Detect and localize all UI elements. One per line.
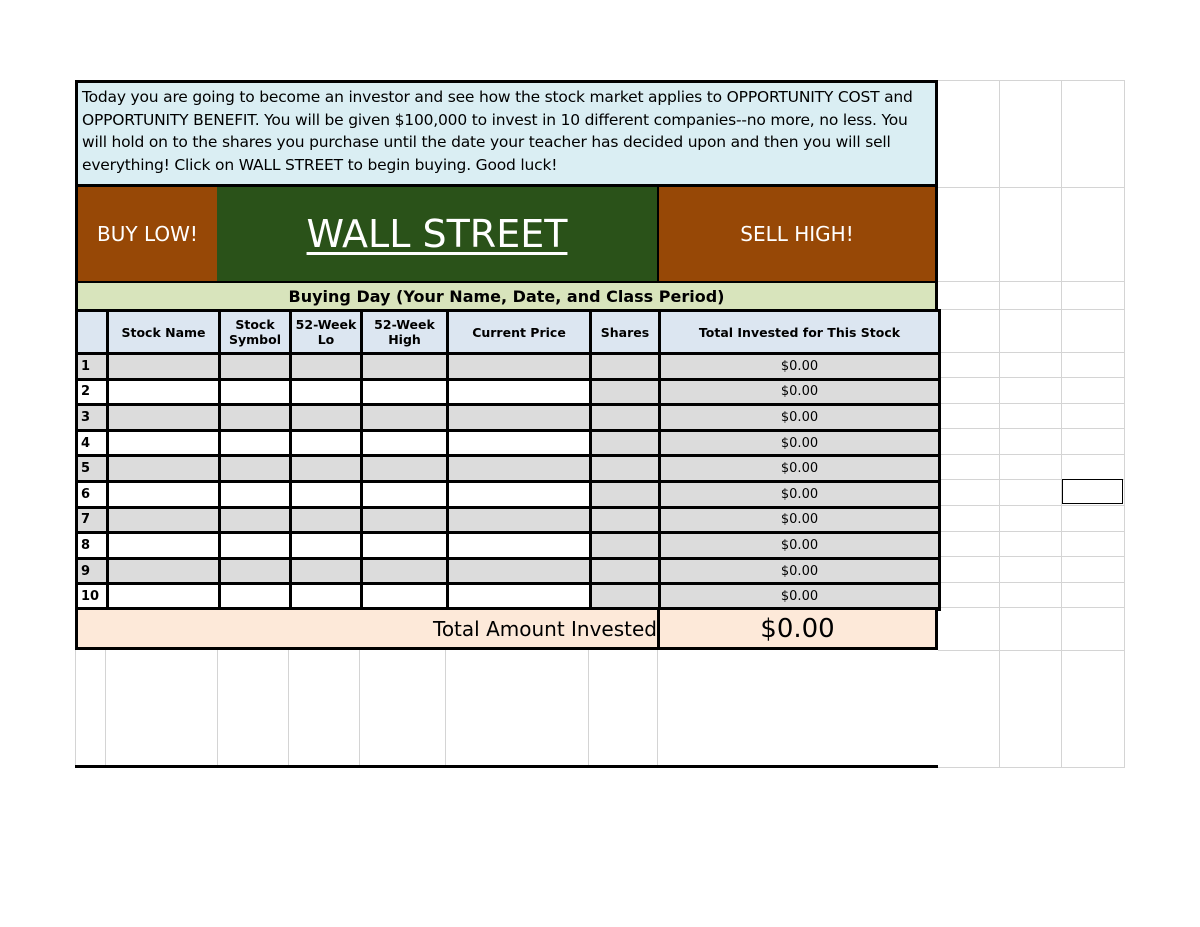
stock-name-cell[interactable]	[108, 456, 220, 482]
banner	[75, 187, 938, 281]
stock-name-cell[interactable]	[108, 481, 220, 507]
shares-cell[interactable]	[591, 456, 660, 482]
row-total-cell: $0.00	[660, 584, 940, 610]
stock-symbol-cell[interactable]	[220, 558, 291, 584]
buying-day-title: Buying Day (Your Name, Date, and Class Period)	[75, 281, 938, 309]
stock-symbol-cell[interactable]	[220, 405, 291, 431]
shares-header: Shares	[591, 311, 660, 354]
shares-cell[interactable]	[591, 354, 660, 380]
current-price-cell[interactable]	[448, 584, 591, 610]
shares-cell[interactable]	[591, 379, 660, 405]
shares-cell[interactable]	[591, 507, 660, 533]
current-price-cell[interactable]	[448, 354, 591, 380]
stock-name-cell[interactable]	[108, 430, 220, 456]
stock-name-header: Stock Name	[108, 311, 220, 354]
stock-name-cell[interactable]	[108, 558, 220, 584]
bottom-border	[75, 765, 938, 768]
row-total-cell: $0.00	[660, 507, 940, 533]
row-number: 4	[77, 430, 108, 456]
table-row	[77, 558, 940, 584]
week52-high-cell[interactable]	[362, 379, 448, 405]
table-row	[77, 481, 940, 507]
shares-cell[interactable]	[591, 481, 660, 507]
table-row	[77, 584, 940, 610]
week52-low-cell[interactable]	[291, 379, 362, 405]
stock-symbol-cell[interactable]	[220, 533, 291, 559]
week52-low-cell[interactable]	[291, 584, 362, 610]
current-price-cell[interactable]	[448, 481, 591, 507]
stock-name-cell[interactable]	[108, 507, 220, 533]
week52-high-cell[interactable]	[362, 405, 448, 431]
total-invested-header: Total Invested for This Stock	[660, 311, 940, 354]
intro-instructions: Today you are going to become an investor and see how the stock market applies to OPPORTUNITY COST and OPPORTUNITY BENEFIT. You will be given $100,000 to invest in 10 different companies--no more, no less. You will hold on to the shares you purchase until the date your teacher has decided upon and then you will sell everything! Click on WALL STREET to begin buying. Good luck!	[75, 80, 938, 187]
row-total-cell: $0.00	[660, 533, 940, 559]
table-row	[77, 379, 940, 405]
row-number: 2	[77, 379, 108, 405]
row-number-header	[77, 311, 108, 354]
total-footer	[75, 607, 938, 650]
row-total-cell: $0.00	[660, 456, 940, 482]
shares-cell[interactable]	[591, 558, 660, 584]
week52-low-cell[interactable]	[291, 558, 362, 584]
stock-name-cell[interactable]	[108, 405, 220, 431]
row-number: 5	[77, 456, 108, 482]
current-price-cell[interactable]	[448, 558, 591, 584]
table-header-row	[77, 311, 940, 354]
week52-high-cell[interactable]	[362, 558, 448, 584]
wall-street-link[interactable]: WALL STREET	[306, 212, 568, 256]
week52-low-cell[interactable]	[291, 430, 362, 456]
week52-high-header: 52-Week High	[362, 311, 448, 354]
week52-low-cell[interactable]	[291, 507, 362, 533]
total-amount-label: Total Amount Invested	[75, 607, 659, 650]
week52-high-cell[interactable]	[362, 584, 448, 610]
selected-cell[interactable]	[1062, 479, 1123, 504]
table-row	[77, 405, 940, 431]
shares-cell[interactable]	[591, 430, 660, 456]
shares-cell[interactable]	[591, 405, 660, 431]
table-row	[77, 354, 940, 380]
row-total-cell: $0.00	[660, 481, 940, 507]
stock-name-cell[interactable]	[108, 584, 220, 610]
stock-symbol-header: Stock Symbol	[220, 311, 291, 354]
week52-low-cell[interactable]	[291, 405, 362, 431]
stock-symbol-cell[interactable]	[220, 481, 291, 507]
row-number: 9	[77, 558, 108, 584]
table-row	[77, 430, 940, 456]
current-price-cell[interactable]	[448, 430, 591, 456]
wall-street-cell	[217, 187, 657, 281]
week52-high-cell[interactable]	[362, 507, 448, 533]
week52-low-cell[interactable]	[291, 481, 362, 507]
row-number: 1	[77, 354, 108, 380]
stock-symbol-cell[interactable]	[220, 456, 291, 482]
stock-name-cell[interactable]	[108, 354, 220, 380]
shares-cell[interactable]	[591, 584, 660, 610]
current-price-header: Current Price	[448, 311, 591, 354]
current-price-cell[interactable]	[448, 507, 591, 533]
row-total-cell: $0.00	[660, 430, 940, 456]
week52-high-cell[interactable]	[362, 354, 448, 380]
stock-name-cell[interactable]	[108, 379, 220, 405]
sell-high-label: SELL HIGH!	[657, 187, 938, 281]
stock-symbol-cell[interactable]	[220, 354, 291, 380]
row-total-cell: $0.00	[660, 405, 940, 431]
row-total-cell: $0.00	[660, 354, 940, 380]
table-row	[77, 533, 940, 559]
stock-table	[75, 309, 941, 611]
current-price-cell[interactable]	[448, 405, 591, 431]
week52-high-cell[interactable]	[362, 481, 448, 507]
week52-low-cell[interactable]	[291, 533, 362, 559]
week52-high-cell[interactable]	[362, 430, 448, 456]
week52-low-header: 52-Week Lo	[291, 311, 362, 354]
current-price-cell[interactable]	[448, 379, 591, 405]
buy-low-label: BUY LOW!	[75, 187, 217, 281]
current-price-cell[interactable]	[448, 456, 591, 482]
total-amount-value: $0.00	[657, 607, 938, 650]
stock-name-cell[interactable]	[108, 533, 220, 559]
current-price-cell[interactable]	[448, 533, 591, 559]
week52-low-cell[interactable]	[291, 354, 362, 380]
row-total-cell: $0.00	[660, 379, 940, 405]
stock-symbol-cell[interactable]	[220, 379, 291, 405]
row-number: 6	[77, 481, 108, 507]
row-number: 3	[77, 405, 108, 431]
row-number: 7	[77, 507, 108, 533]
stock-symbol-cell[interactable]	[220, 584, 291, 610]
week52-high-cell[interactable]	[362, 533, 448, 559]
shares-cell[interactable]	[591, 533, 660, 559]
stock-symbol-cell[interactable]	[220, 507, 291, 533]
week52-high-cell[interactable]	[362, 456, 448, 482]
row-number: 10	[77, 584, 108, 610]
table-row	[77, 507, 940, 533]
week52-low-cell[interactable]	[291, 456, 362, 482]
stock-symbol-cell[interactable]	[220, 430, 291, 456]
table-row	[77, 456, 940, 482]
row-total-cell: $0.00	[660, 558, 940, 584]
row-number: 8	[77, 533, 108, 559]
